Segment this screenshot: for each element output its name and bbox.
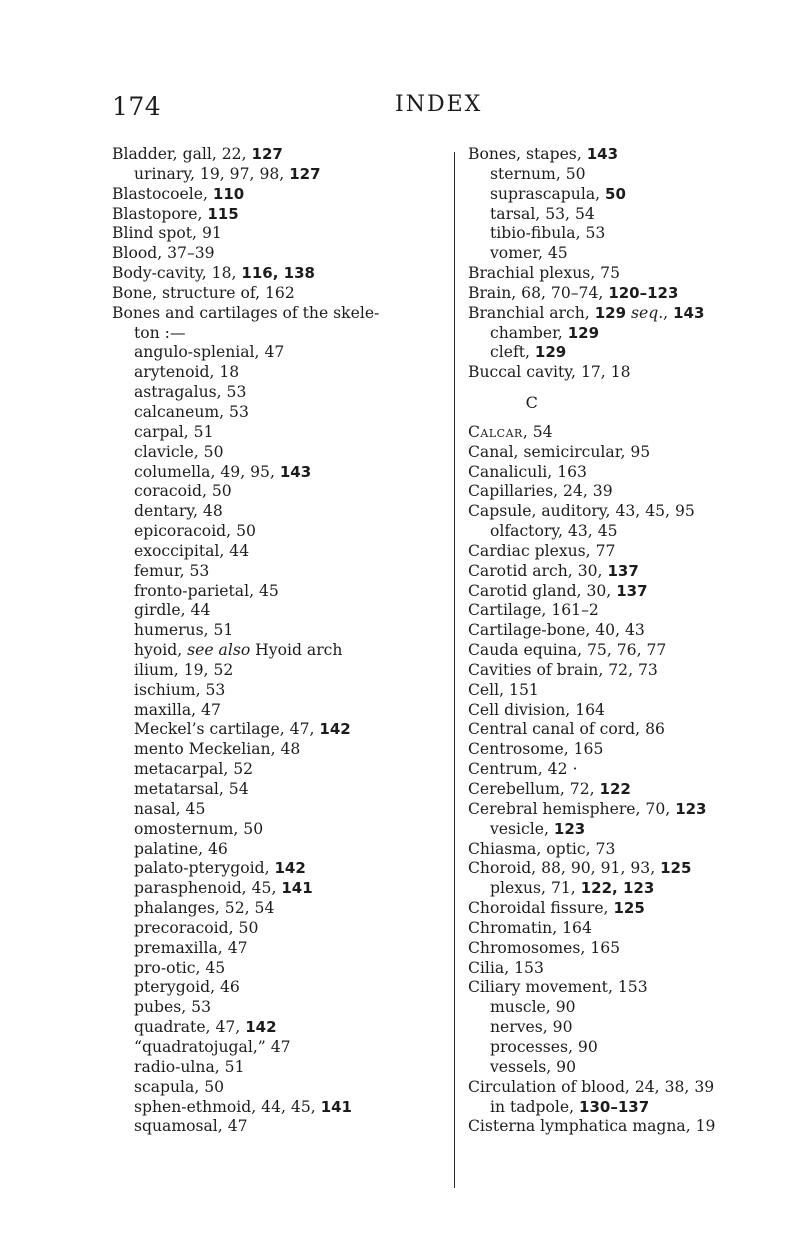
index-entry-text: dentary, 48 <box>134 502 223 521</box>
index-entry-text: 127 <box>251 145 283 163</box>
index-entry <box>112 383 379 403</box>
index-entry <box>112 820 379 840</box>
index-entry-text: vessels, 90 <box>490 1057 577 1076</box>
index-entry-text: pro-otic, 45 <box>134 958 226 977</box>
index-entry-text: calcaneum, 53 <box>134 402 249 421</box>
index-entry-text: Hyoid arch <box>250 641 343 660</box>
index-entry-text: Chromosomes, 165 <box>468 938 621 957</box>
index-entry-text: tarsal, 53, 54 <box>490 204 595 223</box>
index-entry <box>112 720 379 740</box>
index-entry <box>468 165 715 185</box>
index-entry <box>468 1058 715 1078</box>
index-entry-text: 137 <box>607 561 639 580</box>
index-entry-text: Buccal cavity, 17, 18 <box>468 363 631 382</box>
index-entry-text: see also <box>187 641 251 660</box>
index-entry-text: Cardiac plexus, 77 <box>468 541 616 560</box>
index-entry <box>112 264 379 284</box>
index-entry-text: Calcar <box>468 422 523 441</box>
index-entry-text: Body-cavity, 18, <box>112 264 242 283</box>
index-entry-text: , <box>663 303 674 322</box>
index-entry <box>468 562 715 582</box>
index-entry-text: Canal, semicircular, 95 <box>468 442 651 461</box>
index-entry <box>468 1038 715 1058</box>
index-entry-text: arytenoid, 18 <box>134 363 240 382</box>
index-entry <box>112 959 379 979</box>
index-entry <box>468 244 715 264</box>
index-entry <box>112 562 379 582</box>
index-entry <box>112 998 379 1018</box>
index-entry <box>112 363 379 383</box>
index-entry-text: 129 <box>567 323 600 342</box>
index-entry-text: premaxilla, 47 <box>134 938 248 957</box>
index-entry <box>112 304 379 324</box>
index-entry <box>112 482 379 502</box>
index-entry-text: 137 <box>616 581 648 600</box>
index-entry-text: Capillaries, 24, 39 <box>468 482 613 501</box>
index-entry <box>112 859 379 879</box>
index-entry-text: Cerebellum, 72, <box>468 780 600 798</box>
index-entry-text: angulo-splenial, 47 <box>134 343 285 362</box>
index-entry <box>468 720 715 740</box>
index-entry-text: girdle, 44 <box>134 601 211 620</box>
index-entry <box>112 582 379 602</box>
index-entry <box>468 681 715 701</box>
index-entry <box>468 760 715 780</box>
index-entry-text: vesicle, <box>490 819 554 838</box>
page-number: 174 <box>112 92 162 121</box>
index-entry <box>468 264 715 284</box>
index-entry <box>112 760 379 780</box>
index-entry-text: precoracoid, 50 <box>134 918 259 937</box>
index-entry <box>112 463 379 483</box>
index-entry-text: 125 <box>660 859 692 878</box>
index-entry <box>112 1117 379 1137</box>
index-entry <box>468 463 715 483</box>
index-entry-text: processes, 90 <box>490 1037 598 1056</box>
index-entry-text: ilium, 19, 52 <box>134 660 234 679</box>
index-entry-text: pterygoid, 46 <box>134 978 240 997</box>
index-entry-text: 127 <box>289 164 321 183</box>
index-entry-text: ischium, 53 <box>134 680 226 699</box>
index-entry-text: chamber, <box>490 323 568 342</box>
index-entry <box>112 1038 379 1058</box>
index-entry-text: Brain, 68, 70–74, <box>468 283 609 302</box>
index-entry <box>468 701 715 721</box>
index-entry <box>112 939 379 959</box>
index-entry-text: Canaliculi, 163 <box>468 462 587 481</box>
index-entry <box>112 343 379 363</box>
index-entry-text: olfactory, 43, 45 <box>490 522 618 541</box>
index-entry <box>112 522 379 542</box>
index-entry-text: Centrum, 42 · <box>468 760 578 779</box>
index-entry <box>112 502 379 522</box>
index-entry <box>112 899 379 919</box>
index-entry-text: astragalus, 53 <box>134 383 247 402</box>
index-entry-text: phalanges, 52, 54 <box>134 899 275 918</box>
index-entry <box>112 1018 379 1038</box>
page-header <box>0 92 801 126</box>
index-entry <box>468 978 715 998</box>
index-entry <box>468 205 715 225</box>
index-entry <box>468 919 715 939</box>
index-entry-text: in tadpole, <box>490 1097 580 1116</box>
index-entry-text: mento Meckelian, 48 <box>134 740 301 759</box>
index-entry-text: Choroid, 88, 90, 91, 93, <box>468 859 661 878</box>
index-entry-text: Blastopore, <box>112 204 208 223</box>
index-entry <box>112 780 379 800</box>
index-entry <box>112 145 379 165</box>
index-entry-text: 125 <box>613 899 645 918</box>
index-entry-text: sphen-ethmoid, 44, 45, <box>134 1097 321 1116</box>
index-entry-text: “quadratojugal,” 47 <box>134 1037 291 1056</box>
index-entry-text: Chromatin, 164 <box>468 918 592 937</box>
index-entry-text: C <box>525 393 538 413</box>
index-entry <box>112 740 379 760</box>
index-entry <box>468 482 715 502</box>
index-entry-text: Circulation of blood, 24, 38, 39 <box>468 1077 715 1096</box>
index-entry <box>468 959 715 979</box>
page-title: INDEX <box>395 92 483 117</box>
index-entry <box>468 582 715 602</box>
index-entry <box>468 840 715 860</box>
index-entry <box>468 859 715 879</box>
index-entry <box>468 363 715 383</box>
index-entry <box>468 998 715 1018</box>
index-entry-text: Blood, 37–39 <box>112 244 215 263</box>
index-entry-text: Bones and cartilages of the skele- <box>112 303 380 322</box>
index-entry-text: metatarsal, 54 <box>134 780 249 798</box>
index-entry-text: 129 <box>594 303 627 322</box>
index-entry-text: Cartilage, 161–2 <box>468 601 599 620</box>
index-entry-text: vomer, 45 <box>490 244 568 263</box>
index-entry <box>112 1098 379 1118</box>
index-entry <box>468 145 715 165</box>
index-entry <box>468 1098 715 1118</box>
index-entry-text: palato-pterygoid, <box>134 859 275 878</box>
index-entry-text: 110 <box>212 184 245 203</box>
index-entry <box>468 224 715 244</box>
index-entry-text: Brachial plexus, 75 <box>468 264 621 283</box>
index-entry <box>112 621 379 641</box>
index-entry <box>112 978 379 998</box>
index-entry-text: palatine, 46 <box>134 839 228 858</box>
index-entry-text: columella, 49, 95, <box>134 462 280 481</box>
index-entry-text: 142 <box>319 720 351 739</box>
index-entry-text: muscle, 90 <box>490 998 576 1017</box>
index-entry-text: Bladder, gall, 22, <box>112 145 252 163</box>
index-entry <box>112 284 379 304</box>
column-divider <box>454 152 455 1188</box>
index-entry-text: Centrosome, 165 <box>468 740 604 759</box>
index-entry-text: Blastocoele, <box>112 184 213 203</box>
index-entry-text: suprascapula, <box>490 184 606 203</box>
index-entry <box>112 205 379 225</box>
index-entry-text: parasphenoid, 45, <box>134 879 282 898</box>
index-entry-text: hyoid, <box>134 641 188 660</box>
index-entry <box>468 423 715 443</box>
index-entry-text: exoccipital, 44 <box>134 541 250 560</box>
index-entry <box>112 244 379 264</box>
index-entry-text: 142 <box>274 859 306 878</box>
index-entry-text: Cilia, 153 <box>468 958 544 977</box>
index-entry-text: Choroidal fissure, <box>468 899 614 918</box>
index-entry <box>468 502 715 522</box>
index-entry <box>112 443 379 463</box>
index-entry <box>468 522 715 542</box>
index-entry-text: Cavities of brain, 72, 73 <box>468 660 658 679</box>
index-entry-text: 141 <box>320 1097 352 1116</box>
index-entry <box>468 820 715 840</box>
index-entry <box>468 740 715 760</box>
index-entry-text: 142 <box>245 1018 277 1037</box>
index-entry-text: Carotid arch, 30, <box>468 561 608 580</box>
index-entry-text: epicoracoid, 50 <box>134 522 256 541</box>
index-entry <box>468 879 715 899</box>
index-entry-text: nasal, 45 <box>134 799 206 818</box>
index-entry-text: carpal, 51 <box>134 422 214 441</box>
index-entry <box>112 601 379 621</box>
index-entry-text: 120–123 <box>608 283 679 302</box>
index-entry-text: fronto-parietal, 45 <box>134 581 279 600</box>
index-entry-text: Chiasma, optic, 73 <box>468 839 616 858</box>
index-entry-text: humerus, 51 <box>134 621 234 640</box>
index-entry <box>468 343 715 363</box>
index-entry-text: pubes, 53 <box>134 998 211 1017</box>
index-entry-text: 143 <box>673 303 705 322</box>
index-entry <box>468 780 715 800</box>
index-entry-text: quadrate, 47, <box>134 1018 246 1037</box>
index-entry <box>112 542 379 562</box>
index-entry-text: Bone, structure of, 162 <box>112 283 295 302</box>
index-entry-text: 116, 138 <box>241 264 315 283</box>
index-entry <box>112 165 379 185</box>
index-entry <box>112 1078 379 1098</box>
index-entry-text: urinary, 19, 97, 98, <box>134 164 290 183</box>
index-entry-text: Carotid gland, 30, <box>468 581 617 600</box>
index-entry-text: radio-ulna, 51 <box>134 1057 245 1076</box>
index-entry-text: clavicle, 50 <box>134 442 224 461</box>
index-entry <box>112 641 379 661</box>
index-entry <box>468 800 715 820</box>
index-entry <box>468 1078 715 1098</box>
index-entry-text: ton :— <box>134 323 186 342</box>
index-column-right <box>468 145 715 1137</box>
index-entry-text: 122, 123 <box>580 879 655 898</box>
index-entry-text: nerves, 90 <box>490 1018 573 1037</box>
index-entry-text: 143 <box>279 462 312 481</box>
index-entry <box>468 601 715 621</box>
index-entry-text: Blind spot, 91 <box>112 224 222 243</box>
index-entry <box>468 661 715 681</box>
index-entry-text: 123 <box>553 819 586 838</box>
index-entry <box>468 641 715 661</box>
index-entry <box>112 879 379 899</box>
index-entry <box>112 919 379 939</box>
index-entry <box>468 939 715 959</box>
index-entry-text: cleft, <box>490 343 535 362</box>
index-entry-text: Cell, 151 <box>468 680 539 699</box>
index-entry <box>468 284 715 304</box>
index-entry-text: Cauda equina, 75, 76, 77 <box>468 641 667 660</box>
index-entry-text: Branchial arch, <box>468 303 595 322</box>
index-entry-text: Ciliary movement, 153 <box>468 978 648 997</box>
index-entry-text: Bones, stapes, <box>468 145 587 163</box>
index-entry <box>468 899 715 919</box>
index-entry <box>112 185 379 205</box>
index-entry <box>112 403 379 423</box>
index-entry <box>112 1058 379 1078</box>
index-entry-text: , 54 <box>522 422 553 441</box>
index-entry <box>112 423 379 443</box>
index-entry-text: 130–137 <box>579 1097 650 1116</box>
index-entry-text: Meckel’s cartilage, 47, <box>134 720 320 739</box>
index-entry <box>468 542 715 562</box>
index-entry-text: plexus, 71, <box>490 879 581 898</box>
index-entry-text: scapula, 50 <box>134 1077 225 1096</box>
index-entry <box>468 621 715 641</box>
index-entry-text: Central canal of cord, 86 <box>468 720 665 739</box>
index-entry <box>112 681 379 701</box>
index-entry <box>112 661 379 681</box>
index-entry <box>112 324 379 344</box>
index-entry-text: Cisterna lymphatica magna, 19 <box>468 1117 716 1136</box>
index-entry-text: Capsule, auditory, 43, 45, 95 <box>468 502 695 521</box>
index-entry-text: 123 <box>675 799 707 818</box>
index-column-left <box>112 145 379 1137</box>
index-entry-text: Cartilage-bone, 40, 43 <box>468 621 645 640</box>
index-entry-text: Cerebral hemisphere, 70, <box>468 799 676 818</box>
index-entry-text: omosternum, 50 <box>134 819 264 838</box>
index-entry <box>468 443 715 463</box>
index-entry-text: coracoid, 50 <box>134 482 232 501</box>
index-entry <box>112 800 379 820</box>
index-entry <box>112 840 379 860</box>
index-entry-text: femur, 53 <box>134 561 210 580</box>
index-entry-text: sternum, 50 <box>490 164 586 183</box>
index-entry-text: 143 <box>586 145 619 163</box>
index-entry-text: tibio-fibula, 53 <box>490 224 606 243</box>
index-entry-text: 129 <box>534 343 567 362</box>
index-entry-text: metacarpal, 52 <box>134 760 254 779</box>
index-entry-text: Cell division, 164 <box>468 700 605 719</box>
index-entry-text: squamosal, 47 <box>134 1117 248 1136</box>
index-entry <box>468 324 715 344</box>
index-entry-text: 50 <box>605 184 626 203</box>
index-section-letter <box>468 383 715 423</box>
index-entry <box>468 1117 715 1137</box>
index-entry <box>468 304 715 324</box>
index-entry <box>112 224 379 244</box>
index-entry-text: seq. <box>630 303 664 322</box>
index-entry-text: 122 <box>599 780 631 798</box>
index-entry <box>468 185 715 205</box>
index-entry <box>468 1018 715 1038</box>
index-entry-text: 141 <box>281 879 313 898</box>
index-entry-text: 115 <box>207 204 239 223</box>
index-entry <box>112 701 379 721</box>
index-entry-text: maxilla, 47 <box>134 700 221 719</box>
